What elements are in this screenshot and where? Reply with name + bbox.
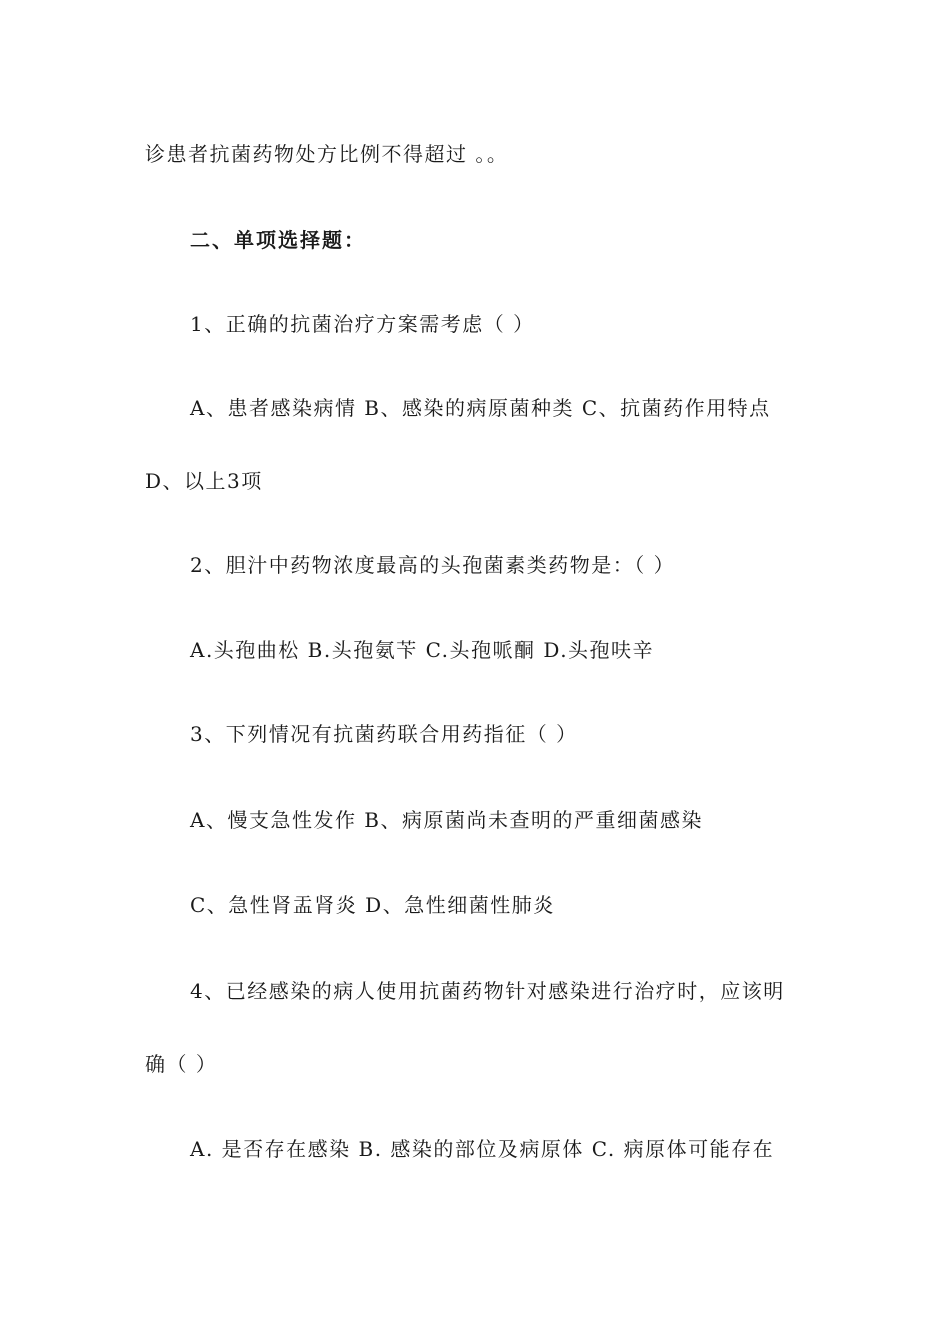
question-4-cont: 确（ ） xyxy=(145,1052,218,1076)
paragraph-continuation: 诊患者抗菌药物处方比例不得超过 。。 xyxy=(145,142,509,166)
section-heading: 二、单项选择题： xyxy=(190,228,366,252)
question-1: 1、正确的抗菌治疗方案需考虑（ ） xyxy=(190,312,535,336)
question-2-options: A.头孢曲松 B.头孢氨苄 C.头孢哌酮 D.头孢呋辛 xyxy=(190,638,655,662)
question-1-options: A、患者感染病情 B、感染的病原菌种类 C、抗菌药作用特点 xyxy=(190,396,771,420)
question-2: 2、胆汁中药物浓度最高的头孢菌素类药物是：（ ） xyxy=(190,553,676,577)
question-3-options-cont: C、急性肾盂肾炎 D、急性细菌性肺炎 xyxy=(190,893,555,917)
question-1-options-cont: D、以上3项 xyxy=(145,469,263,493)
question-3-options: A、慢支急性发作 B、病原菌尚未查明的严重细菌感染 xyxy=(190,808,703,832)
question-3: 3、下列情况有抗菌药联合用药指征（ ） xyxy=(190,722,578,746)
question-4: 4、已经感染的病人使用抗菌药物针对感染进行治疗时，应该明 xyxy=(190,979,785,1003)
question-4-options: A. 是否存在感染 B. 感染的部位及病原体 C. 病原体可能存在 xyxy=(190,1137,775,1161)
